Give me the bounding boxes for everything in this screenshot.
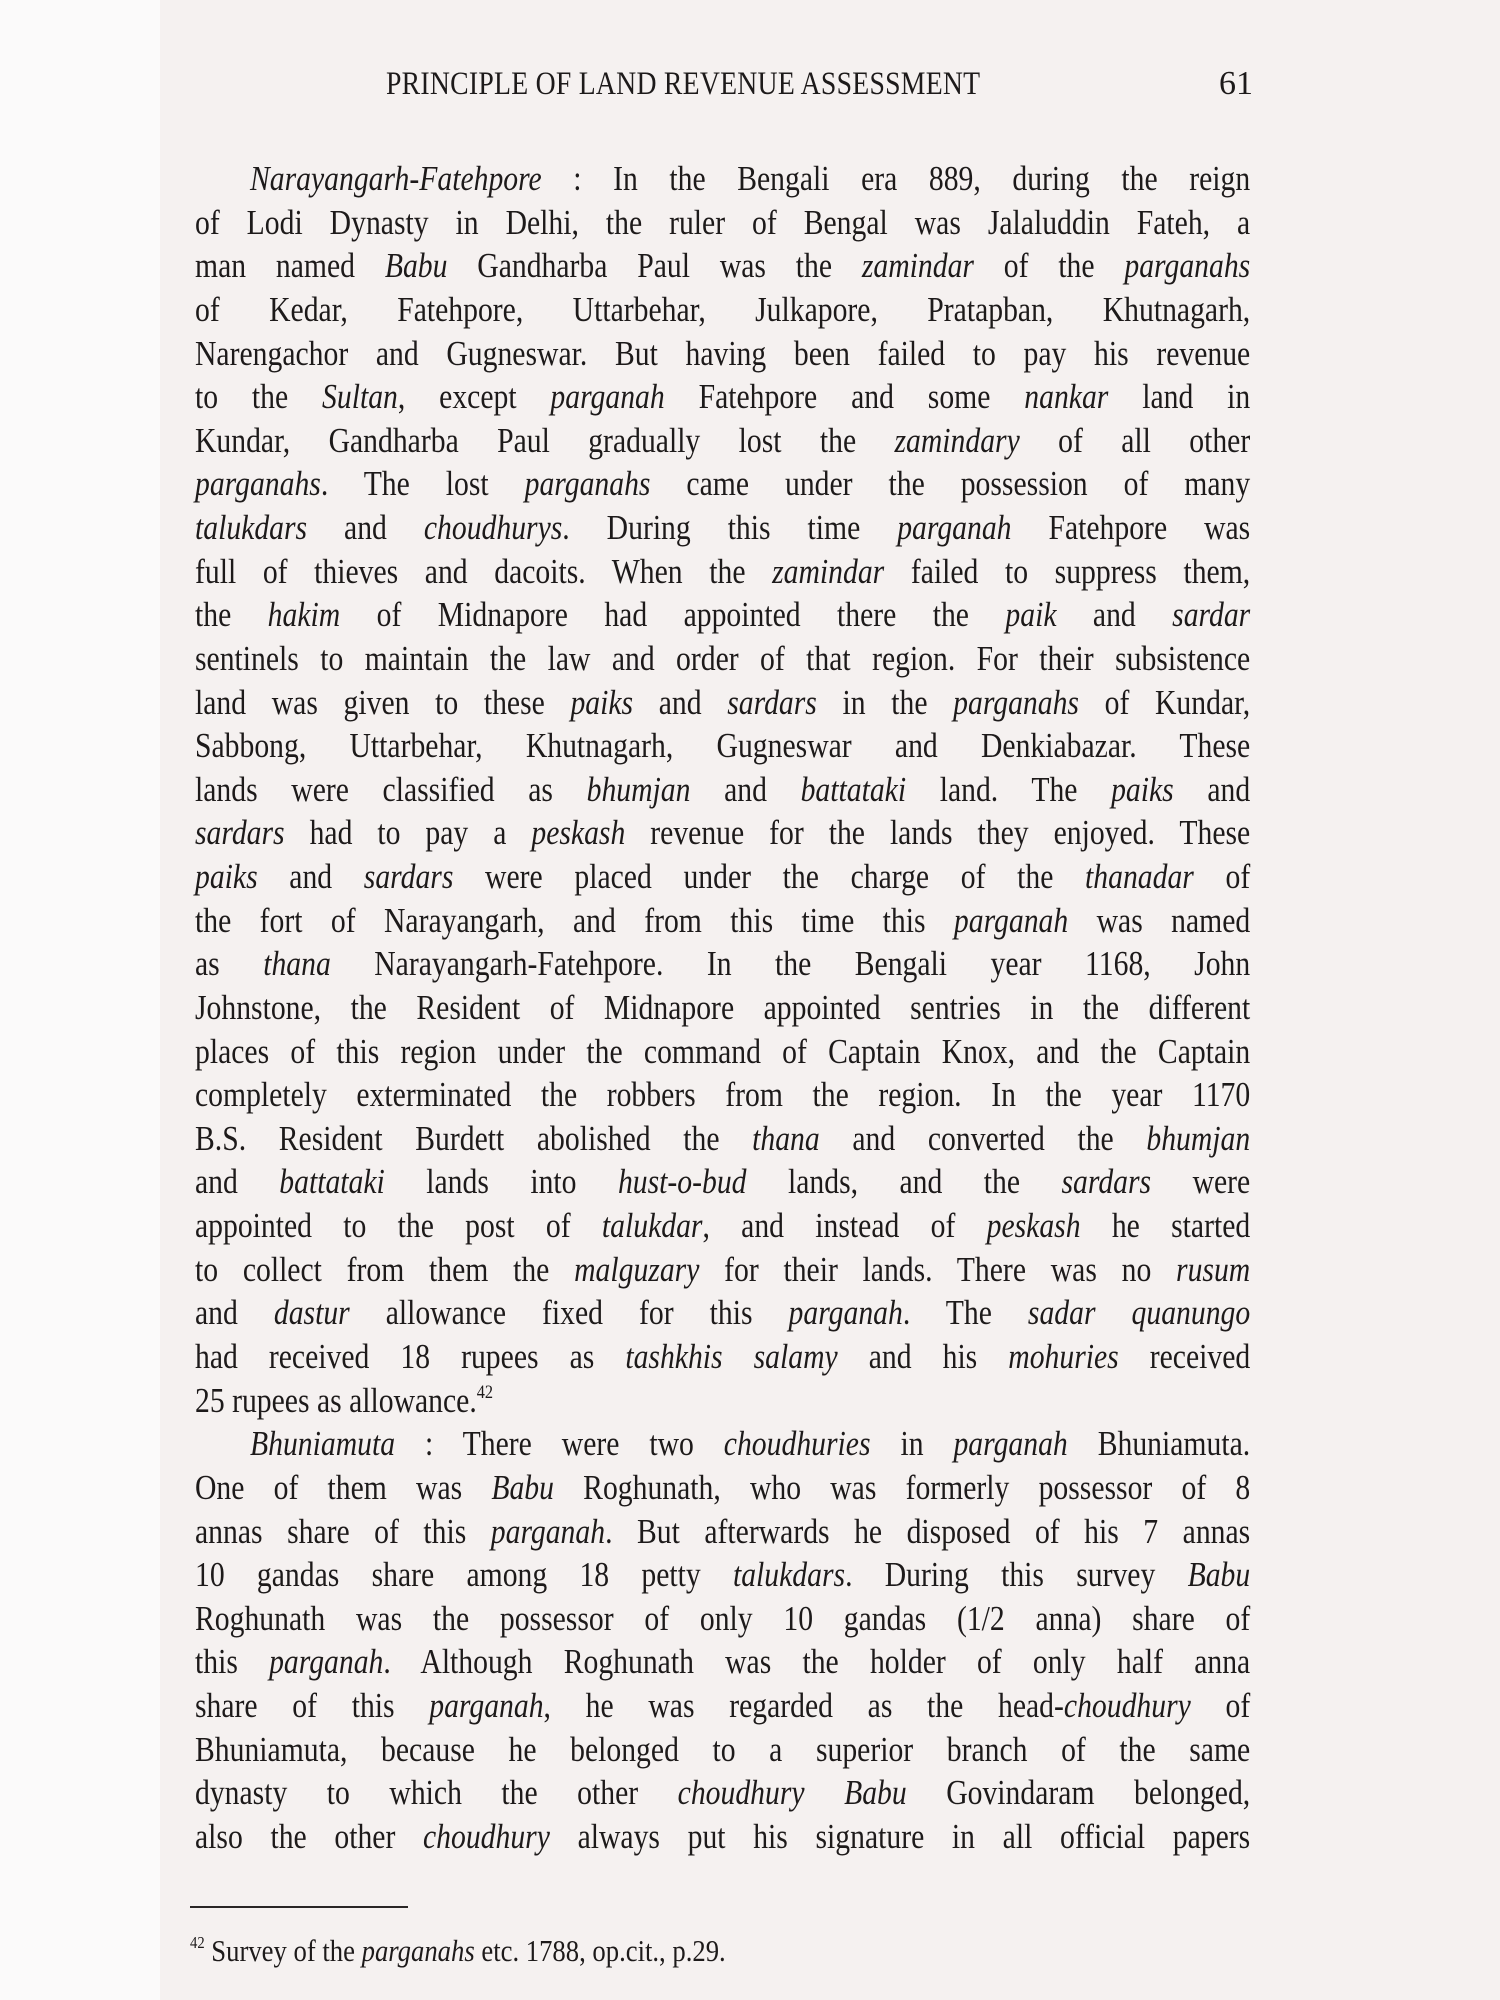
italic-term: parganah bbox=[429, 1687, 544, 1726]
text-run: were placed under the charge of the bbox=[453, 858, 1086, 897]
text-line bbox=[195, 855, 1250, 899]
text-run: of bbox=[1193, 858, 1251, 897]
text-run: 10 gandas share among 18 petty bbox=[195, 1556, 733, 1595]
italic-term: thana bbox=[752, 1119, 820, 1158]
text-line bbox=[195, 1030, 1250, 1074]
text-run: and his bbox=[837, 1338, 1009, 1376]
text-run: to collect from them the bbox=[195, 1250, 575, 1289]
text-run: received bbox=[1118, 1338, 1251, 1376]
text-line bbox=[195, 593, 1250, 637]
italic-term: sadar quanungo bbox=[1027, 1294, 1251, 1333]
text-run: in the bbox=[816, 683, 954, 722]
text-run: Narayangarh-Fatehpore. In the Bengali year 1168, John bbox=[330, 945, 1251, 984]
text-run: of the bbox=[973, 247, 1125, 286]
text-run: Bhuniamuta, because he belonged to a superior branch of the same bbox=[195, 1730, 1251, 1769]
italic-term: choudhury bbox=[423, 1817, 550, 1856]
text-line bbox=[195, 1553, 1250, 1597]
italic-term: sardars bbox=[727, 683, 817, 722]
text-line bbox=[250, 157, 1250, 201]
text-run: for their lands. There was no bbox=[699, 1250, 1177, 1289]
text-run: of Midnapore had appointed there the bbox=[340, 596, 1006, 635]
italic-term: Babu bbox=[1187, 1556, 1251, 1595]
text-run: always put his signature in all official papers bbox=[549, 1817, 1251, 1856]
text-line bbox=[195, 1597, 1250, 1641]
italic-term: paiks bbox=[1111, 770, 1174, 809]
text-line bbox=[195, 1160, 1250, 1204]
italic-term: sardars bbox=[1061, 1163, 1152, 1202]
italic-term: hakim bbox=[267, 596, 341, 635]
italic-term: peskash bbox=[986, 1207, 1081, 1246]
italic-term: parganahs bbox=[195, 465, 321, 504]
text-run: , except bbox=[397, 378, 551, 417]
text-run: . During this time bbox=[562, 509, 898, 548]
text-run: Narengachor and Gugneswar. But having been failed to pay his revenue bbox=[195, 334, 1251, 373]
text-run: . Although Roghunath was the holder of only half anna bbox=[383, 1643, 1251, 1682]
text-run: and bbox=[1056, 596, 1173, 635]
footnote-reference[interactable]: 42 bbox=[476, 1381, 494, 1403]
text-line bbox=[250, 1422, 1250, 1466]
text-run: Survey of the bbox=[211, 1933, 362, 1968]
italic-term: zamindar bbox=[861, 247, 974, 286]
italic-term: battataki bbox=[800, 770, 907, 809]
text-run: lands into bbox=[384, 1163, 618, 1202]
text-run: Sabbong, Uttarbehar, Khutnagarh, Gugneswar and Denkiabazar. These bbox=[195, 727, 1251, 766]
text-run: . But afterwards he disposed of his 7 annas bbox=[605, 1512, 1251, 1551]
text-line bbox=[195, 724, 1250, 768]
text-run: Fatehpore was bbox=[1011, 509, 1251, 548]
text-run: land in bbox=[1108, 378, 1251, 417]
italic-term: paik bbox=[1005, 596, 1057, 635]
italic-term: bhumjan bbox=[1146, 1119, 1251, 1158]
text-line bbox=[195, 811, 1250, 855]
text-run: in bbox=[870, 1425, 954, 1464]
text-run: and bbox=[633, 683, 728, 722]
text-run: share of this bbox=[195, 1687, 430, 1726]
italic-term: Bhuniamuta bbox=[250, 1425, 396, 1464]
italic-term: rusum bbox=[1176, 1250, 1251, 1289]
italic-term: parganah bbox=[550, 378, 665, 417]
text-run: of bbox=[1190, 1687, 1251, 1726]
text-run: and bbox=[307, 509, 424, 548]
italic-term: parganah bbox=[953, 1425, 1068, 1464]
text-run: appointed to the post of bbox=[195, 1207, 602, 1246]
italic-term: talukdars bbox=[195, 509, 308, 548]
text-line bbox=[195, 1117, 1250, 1161]
italic-term: parganahs bbox=[361, 1933, 475, 1968]
italic-term: bhumjan bbox=[586, 770, 691, 809]
text-run: sentinels to maintain the law and order of that region. For their subsistence bbox=[195, 639, 1251, 678]
text-line bbox=[195, 986, 1250, 1030]
text-run: Roghunath, who was formerly possessor of 8 bbox=[553, 1468, 1251, 1507]
text-run: Bhuniamuta. bbox=[1067, 1425, 1251, 1464]
italic-term: Narayangarh-Fatehpore bbox=[250, 160, 542, 198]
text-run: . The lost bbox=[320, 465, 525, 504]
text-run: and bbox=[195, 1294, 274, 1333]
italic-term: parganah bbox=[953, 901, 1069, 940]
text-run: lands were classified as bbox=[195, 770, 587, 809]
italic-term: hust-o-bud bbox=[617, 1163, 747, 1202]
italic-term: parganahs bbox=[953, 683, 1079, 722]
text-run: completely exterminated the robbers from the region. In the year 1170 bbox=[195, 1076, 1251, 1115]
text-run: One of them was bbox=[195, 1468, 492, 1507]
text-line bbox=[195, 899, 1250, 943]
text-run: revenue for the lands they enjoyed. These bbox=[625, 814, 1251, 853]
footnote-divider bbox=[190, 1906, 408, 1908]
text-run: 25 rupees as allowance. bbox=[195, 1381, 477, 1420]
text-run: Roghunath was the possessor of only 10 gandas (1/2 anna) share of bbox=[195, 1599, 1251, 1638]
text-run: Kundar, Gandharba Paul gradually lost the bbox=[195, 421, 895, 460]
text-run: the bbox=[195, 596, 268, 635]
running-header: PRINCIPLE OF LAND REVENUE ASSESSMENT bbox=[386, 66, 981, 102]
text-line bbox=[195, 1073, 1250, 1117]
text-run: Johnstone, the Resident of Midnapore appointed sentries in the different bbox=[195, 988, 1251, 1027]
italic-term: battataki bbox=[279, 1163, 385, 1202]
text-run: . The bbox=[902, 1294, 1028, 1333]
text-line bbox=[195, 506, 1250, 550]
italic-term: parganah bbox=[490, 1512, 606, 1551]
text-run: , he was regarded as the head- bbox=[543, 1687, 1064, 1726]
text-run: as bbox=[195, 945, 264, 984]
text-line bbox=[195, 550, 1250, 594]
text-line bbox=[195, 681, 1250, 725]
text-line bbox=[195, 1771, 1250, 1815]
italic-term: zamindar bbox=[772, 552, 885, 591]
text-run: and bbox=[257, 858, 364, 897]
italic-term: choudhuries bbox=[723, 1425, 871, 1464]
text-run: and converted the bbox=[819, 1119, 1147, 1158]
text-run: . During this survey bbox=[845, 1556, 1188, 1595]
italic-term: parganah bbox=[788, 1294, 903, 1333]
text-run: of Kedar, Fatehpore, Uttarbehar, Julkapore, Pratapban, Khutnagarh, bbox=[195, 290, 1251, 329]
italic-term: Sultan bbox=[322, 378, 398, 417]
text-line bbox=[195, 1291, 1250, 1335]
text-run: came under the possession of many bbox=[650, 465, 1251, 504]
italic-term: tashkhis salamy bbox=[625, 1338, 838, 1376]
text-line bbox=[195, 332, 1250, 376]
italic-term: paiks bbox=[195, 858, 258, 897]
text-run: Fatehpore and some bbox=[664, 378, 1025, 417]
text-run: and bbox=[690, 770, 801, 809]
text-run: was named bbox=[1068, 901, 1251, 940]
text-run: Govindaram belonged, bbox=[906, 1774, 1251, 1813]
text-line bbox=[195, 1379, 1250, 1423]
text-run: annas share of this bbox=[195, 1512, 491, 1551]
text-run: : In the Bengali era 889, during the reign bbox=[541, 160, 1251, 198]
text-run: of all other bbox=[1019, 421, 1251, 460]
italic-term: sardar bbox=[1172, 596, 1251, 635]
text-line bbox=[195, 1815, 1250, 1859]
italic-term: zamindary bbox=[894, 421, 1020, 460]
text-line bbox=[195, 201, 1250, 245]
italic-term: parganahs bbox=[1124, 247, 1251, 286]
text-line bbox=[195, 419, 1250, 463]
text-line bbox=[195, 288, 1250, 332]
text-run: dynasty to which the other bbox=[195, 1774, 678, 1813]
italic-term: nankar bbox=[1024, 378, 1109, 417]
text-line bbox=[195, 375, 1250, 419]
text-line bbox=[195, 1684, 1250, 1728]
text-line bbox=[195, 1335, 1250, 1379]
italic-term: sardars bbox=[363, 858, 454, 897]
text-run: land. The bbox=[906, 770, 1112, 809]
text-line bbox=[195, 1640, 1250, 1684]
text-run: : There were two bbox=[395, 1425, 724, 1464]
text-line bbox=[195, 1510, 1250, 1554]
text-run: were bbox=[1151, 1163, 1251, 1202]
italic-term: dastur bbox=[273, 1294, 350, 1333]
text-run: of Lodi Dynasty in Delhi, the ruler of Bengal was Jalaluddin Fateh, a bbox=[195, 203, 1251, 242]
text-run: had received 18 rupees as bbox=[195, 1338, 626, 1376]
text-run: , and instead of bbox=[702, 1207, 987, 1246]
text-line bbox=[195, 942, 1250, 986]
text-run: etc. 1788, op.cit., p.29. bbox=[474, 1933, 726, 1968]
text-run: Gandharba Paul was the bbox=[447, 247, 862, 286]
footnote bbox=[190, 1932, 726, 1970]
italic-term: talukdar bbox=[601, 1207, 703, 1246]
italic-term: peskash bbox=[531, 814, 626, 853]
italic-term: Babu bbox=[384, 247, 448, 286]
italic-term: parganah bbox=[269, 1643, 384, 1682]
italic-term: thanadar bbox=[1085, 858, 1194, 897]
text-line bbox=[195, 1248, 1250, 1292]
footnote-marker: 42 bbox=[190, 1933, 205, 1953]
text-run: places of this region under the command of Captain Knox, and the Captain bbox=[195, 1032, 1251, 1071]
text-run: of Kundar, bbox=[1078, 683, 1251, 722]
text-run: B.S. Resident Burdett abolished the bbox=[195, 1119, 753, 1158]
text-run: he started bbox=[1080, 1207, 1251, 1246]
text-run: man named bbox=[195, 247, 385, 286]
text-line bbox=[195, 637, 1250, 681]
text-run: had to pay a bbox=[284, 814, 532, 853]
page-number: 61 bbox=[1219, 65, 1253, 102]
italic-term: sardars bbox=[195, 814, 285, 853]
text-run: and bbox=[195, 1163, 280, 1202]
text-run: this bbox=[195, 1643, 270, 1682]
italic-term: talukdars bbox=[732, 1556, 846, 1595]
italic-term: choudhury bbox=[1063, 1687, 1191, 1726]
text-line bbox=[195, 244, 1250, 288]
text-run: allowance fixed for this bbox=[349, 1294, 789, 1333]
italic-term: paiks bbox=[570, 683, 634, 722]
text-run: failed to suppress them, bbox=[884, 552, 1251, 591]
text-line bbox=[195, 1204, 1250, 1248]
text-line bbox=[195, 768, 1250, 812]
text-run: and bbox=[1173, 770, 1251, 809]
text-line bbox=[195, 462, 1250, 506]
italic-term: malguzary bbox=[574, 1250, 700, 1289]
italic-term: Babu bbox=[491, 1468, 554, 1507]
text-run: to the bbox=[195, 378, 323, 417]
italic-term: choudhurys bbox=[423, 509, 563, 548]
italic-term: thana bbox=[263, 945, 331, 984]
text-run: also the other bbox=[195, 1817, 424, 1856]
text-run: land was given to these bbox=[195, 683, 571, 722]
italic-term: parganahs bbox=[524, 465, 651, 504]
italic-term: parganah bbox=[897, 509, 1012, 548]
italic-term: choudhury Babu bbox=[677, 1774, 907, 1813]
text-line bbox=[195, 1728, 1250, 1772]
text-run: full of thieves and dacoits. When the bbox=[195, 552, 773, 591]
italic-term: mohuries bbox=[1008, 1338, 1119, 1376]
text-run: lands, and the bbox=[746, 1163, 1062, 1202]
text-run: the fort of Narayangarh, and from this time this bbox=[195, 901, 954, 940]
text-line bbox=[195, 1466, 1250, 1510]
